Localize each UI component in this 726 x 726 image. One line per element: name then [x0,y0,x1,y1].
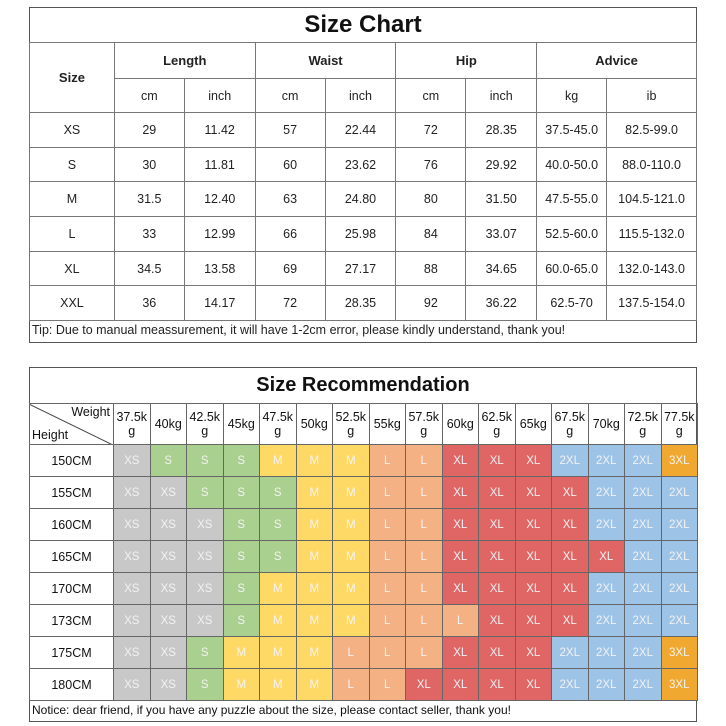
measurement-cell: 137.5-154.0 [607,286,697,321]
measurement-cell: 11.42 [184,113,255,148]
table-row [30,541,698,573]
unit-header: inch [466,79,537,113]
size-cell: 2XL [625,669,662,701]
measurement-cell: 23.62 [325,147,396,182]
size-cell: XS [187,573,224,605]
table-row [30,477,698,509]
size-recommendation [29,367,697,722]
measurement-cell: 57 [255,113,325,148]
unit-header: inch [325,79,396,113]
size-cell: XL [479,605,516,637]
size-cell: XL [442,669,479,701]
measurement-cell: 63 [255,182,325,217]
measurement-cell: 76 [396,147,466,182]
size-cell: M [296,637,333,669]
size-cell: XS [187,605,224,637]
size-recommendation-title: Size Recommendation [256,374,470,396]
unit-header: cm [114,79,184,113]
size-cell: 2XL [661,477,698,509]
size-cell: XL [406,669,443,701]
measurement-cell: 34.5 [114,251,184,286]
size-cell: XL [442,573,479,605]
height-row-label: 160CM [30,509,114,541]
size-cell: XL [515,445,552,477]
size-cell: XL [479,573,516,605]
size-chart-body [30,113,697,321]
measurement-cell: 33 [114,217,184,252]
height-row-label: 150CM [30,445,114,477]
size-cell: XL [479,669,516,701]
weight-header: 72.5k g [625,404,662,445]
measurement-cell: 72 [255,286,325,321]
size-cell: XS [150,541,187,573]
size-cell: 2XL [625,477,662,509]
size-cell: XL [552,509,589,541]
size-cell: XL [515,509,552,541]
measurement-cell: 30 [114,147,184,182]
measurement-cell: 47.5-55.0 [537,182,607,217]
table-row [30,509,698,541]
size-cell: S [223,605,260,637]
size-cell: L [406,573,443,605]
size-cell: 2XL [661,605,698,637]
weight-header: 77.5k g [661,404,698,445]
size-cell: S [223,445,260,477]
size-cell: M [260,445,297,477]
size-cell: L [442,605,479,637]
size-cell: XS [114,669,151,701]
size-cell: M [333,605,370,637]
height-row-label: 175CM [30,637,114,669]
size-cell: XS [114,637,151,669]
size-cell: 2XL [625,509,662,541]
measurement-cell: 82.5-99.0 [607,113,697,148]
size-cell: L [369,605,406,637]
size-cell: S [187,669,224,701]
measurement-cell: 52.5-60.0 [537,217,607,252]
height-row-label: 170CM [30,573,114,605]
size-cell: XL [515,477,552,509]
size-cell: S [223,509,260,541]
size-cell: XS [114,541,151,573]
size-label: S [30,147,115,182]
size-cell: XS [150,477,187,509]
size-cell: M [260,605,297,637]
size-cell: XS [114,477,151,509]
size-cell: M [296,573,333,605]
size-cell: XL [552,541,589,573]
size-cell: 2XL [588,477,625,509]
size-cell: M [296,669,333,701]
table-row [30,217,697,252]
measurement-cell: 84 [396,217,466,252]
measurement-cell: 33.07 [466,217,537,252]
size-cell: XL [515,541,552,573]
measurement-cell: 60 [255,147,325,182]
measurement-cell: 12.99 [184,217,255,252]
measurement-cell: 31.5 [114,182,184,217]
size-cell: XL [588,541,625,573]
measurement-cell: 115.5-132.0 [607,217,697,252]
weight-header: 52.5k g [333,404,370,445]
size-cell: L [333,637,370,669]
measurement-cell: 34.65 [466,251,537,286]
weight-header: 45kg [223,404,260,445]
size-cell: S [260,509,297,541]
size-cell: M [333,541,370,573]
size-cell: 2XL [661,573,698,605]
table-row [30,669,698,701]
weight-header: 67.5k g [552,404,589,445]
size-chart-title: Size Chart [304,11,422,38]
weight-header: 50kg [296,404,333,445]
unit-header: cm [396,79,466,113]
size-cell: XL [442,477,479,509]
size-cell: 2XL [588,669,625,701]
size-cell: L [406,509,443,541]
size-cell: 2XL [552,445,589,477]
size-cell: 2XL [625,605,662,637]
size-cell: M [296,605,333,637]
table-row [30,286,697,321]
measurement-cell: 31.50 [466,182,537,217]
size-recommendation-table [29,403,698,701]
size-cell: M [296,509,333,541]
measurement-cell: 25.98 [325,217,396,252]
height-row-label: 155CM [30,477,114,509]
size-cell: M [333,445,370,477]
size-cell: L [406,605,443,637]
measurement-cell: 88 [396,251,466,286]
size-cell: XS [150,605,187,637]
size-cell: L [369,477,406,509]
measurement-cell: 28.35 [466,113,537,148]
length-header: Length [114,43,255,79]
measurement-cell: 66 [255,217,325,252]
size-cell: 2XL [588,637,625,669]
unit-header: cm [255,79,325,113]
size-cell: XL [442,445,479,477]
size-cell: M [333,573,370,605]
hip-header: Hip [396,43,537,79]
size-cell: 2XL [588,509,625,541]
size-cell: XL [515,573,552,605]
size-cell: 2XL [661,509,698,541]
size-cell: S [223,541,260,573]
size-cell: 2XL [588,445,625,477]
size-cell: XS [114,605,151,637]
measurement-cell: 104.5-121.0 [607,182,697,217]
size-cell: 2XL [552,669,589,701]
measurement-cell: 60.0-65.0 [537,251,607,286]
size-cell: L [369,669,406,701]
size-cell: 3XL [661,445,698,477]
size-cell: 2XL [625,541,662,573]
size-cell: 3XL [661,669,698,701]
table-row [30,182,697,217]
size-cell: S [260,541,297,573]
measurement-cell: 69 [255,251,325,286]
size-cell: XL [552,573,589,605]
size-cell: XL [552,477,589,509]
measurement-cell: 22.44 [325,113,396,148]
measurement-cell: 36.22 [466,286,537,321]
size-cell: M [260,573,297,605]
size-cell: 2XL [588,605,625,637]
size-cell: XL [515,669,552,701]
measurement-cell: 88.0-110.0 [607,147,697,182]
size-cell: L [406,445,443,477]
size-cell: 2XL [588,573,625,605]
size-label: XL [30,251,115,286]
size-cell: XL [479,509,516,541]
size-cell: XS [187,509,224,541]
weight-header: 40kg [150,404,187,445]
waist-header: Waist [255,43,396,79]
weight-header: 62.5k g [479,404,516,445]
size-cell: XL [442,637,479,669]
table-row [30,445,698,477]
height-row-label: 180CM [30,669,114,701]
size-cell: M [260,637,297,669]
measurement-cell: 29 [114,113,184,148]
weight-header: 42.5k g [187,404,224,445]
weight-header: 55kg [369,404,406,445]
size-cell: XL [479,477,516,509]
size-label: L [30,217,115,252]
size-cell: XS [150,573,187,605]
advice-header: Advice [537,43,697,79]
size-cell: XS [114,509,151,541]
size-cell: XL [442,509,479,541]
size-cell: XL [479,445,516,477]
size-cell: XS [150,509,187,541]
weight-label: Weight [71,405,110,419]
size-cell: 2XL [661,541,698,573]
size-cell: XL [442,541,479,573]
size-cell: L [406,477,443,509]
height-row-label: 165CM [30,541,114,573]
size-cell: XS [187,541,224,573]
size-cell: XL [479,541,516,573]
size-cell: L [369,445,406,477]
size-cell: S [260,477,297,509]
size-cell: M [296,541,333,573]
size-cell: XS [114,573,151,605]
measurement-cell: 62.5-70 [537,286,607,321]
size-cell: M [296,477,333,509]
measurement-cell: 92 [396,286,466,321]
weight-header: 47.5k g [260,404,297,445]
size-cell: 3XL [661,637,698,669]
weight-header: 57.5k g [406,404,443,445]
size-cell: S [187,637,224,669]
size-cell: S [187,477,224,509]
measurement-cell: 13.58 [184,251,255,286]
size-cell: M [223,637,260,669]
measurement-cell: 14.17 [184,286,255,321]
weight-header: 37.5k g [114,404,151,445]
measurement-cell: 80 [396,182,466,217]
size-cell: XL [515,605,552,637]
size-cell: S [187,445,224,477]
size-cell: M [260,669,297,701]
size-cell: M [223,669,260,701]
table-row [30,113,697,148]
size-cell: 2XL [625,445,662,477]
size-cell: XS [114,445,151,477]
measurement-cell: 11.81 [184,147,255,182]
measurement-cell: 24.80 [325,182,396,217]
weight-header: 70kg [588,404,625,445]
unit-header: kg [537,79,607,113]
size-cell: S [150,445,187,477]
size-cell: XS [150,669,187,701]
table-row [30,637,698,669]
unit-row [30,79,697,113]
measurement-cell: 40.0-50.0 [537,147,607,182]
height-row-label: 173CM [30,605,114,637]
size-cell: XL [515,637,552,669]
height-label: Height [32,428,69,442]
size-column-header: Size [30,43,115,113]
table-row [30,147,697,182]
measurement-cell: 37.5-45.0 [537,113,607,148]
corner-cell [30,404,114,445]
size-cell: XL [479,637,516,669]
size-cell: S [223,477,260,509]
size-cell: L [369,509,406,541]
size-cell: L [406,637,443,669]
measurement-cell: 29.92 [466,147,537,182]
table-row [30,251,697,286]
size-label: XXL [30,286,115,321]
size-cell: M [333,509,370,541]
size-cell: XS [150,637,187,669]
size-cell: S [223,573,260,605]
unit-header: inch [184,79,255,113]
table-row [30,605,698,637]
size-chart-table [29,42,697,321]
measurement-tip: Tip: Due to manual meassurement, it will have 1-2cm error, please kindly understand, thank you! [32,323,566,337]
size-label: XS [30,113,115,148]
measurement-cell: 72 [396,113,466,148]
measurement-cell: 27.17 [325,251,396,286]
measurement-cell: 36 [114,286,184,321]
measurement-cell: 12.40 [184,182,255,217]
size-cell: L [333,669,370,701]
weight-header: 65kg [515,404,552,445]
size-cell: L [369,573,406,605]
size-cell: L [369,541,406,573]
size-cell: 2XL [552,637,589,669]
measurement-cell: 28.35 [325,286,396,321]
size-cell: 2XL [625,573,662,605]
unit-header: ib [607,79,697,113]
size-cell: M [296,445,333,477]
size-cell: M [333,477,370,509]
size-cell: 2XL [625,637,662,669]
size-label: M [30,182,115,217]
size-cell: L [406,541,443,573]
size-chart [29,7,697,343]
contact-notice: Notice: dear friend, if you have any puzzle about the size, please contact seller, thank you! [32,703,511,717]
measurement-cell: 132.0-143.0 [607,251,697,286]
size-cell: XL [552,605,589,637]
table-row [30,573,698,605]
size-cell: L [369,637,406,669]
weight-header: 60kg [442,404,479,445]
